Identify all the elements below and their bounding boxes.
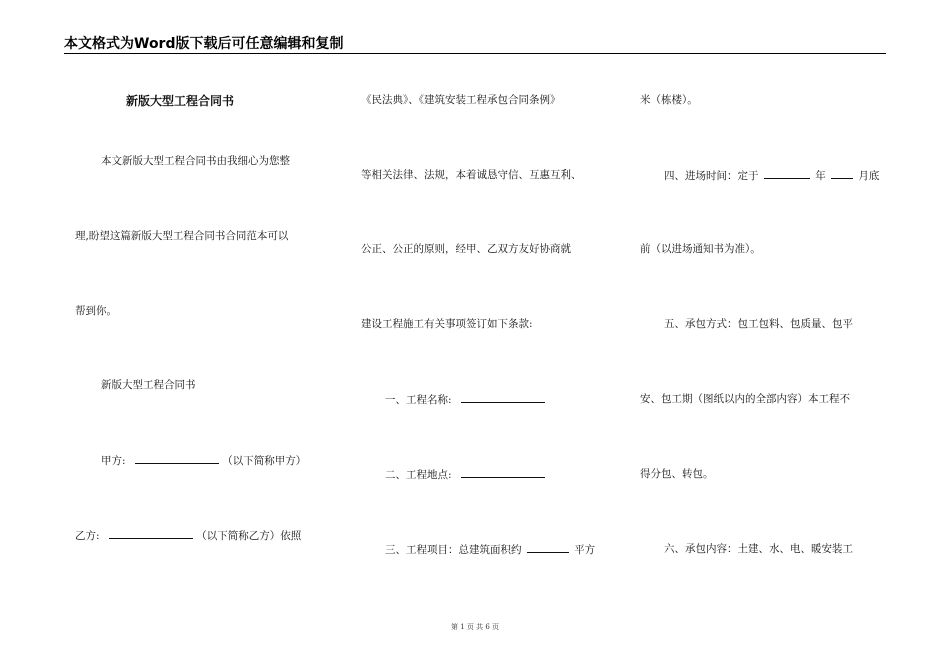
document-title: 新版大型工程合同书 bbox=[126, 94, 235, 108]
intro-line-1: 本文新版大型工程合同书由我细心为您整 bbox=[101, 155, 290, 167]
body-line-4: 建设工程施工有关事项签订如下条款: bbox=[361, 318, 533, 330]
document-header: 本文格式为Word版下载后可任意编辑和复制 bbox=[64, 36, 344, 52]
law-reference-line: 《民法典》、《建筑安装工程承包合同条例》 bbox=[361, 94, 561, 106]
contract-mode-line-2: 安、包工期（图纸以内的全部内容）本工程不 bbox=[640, 393, 850, 405]
party-b-suffix: （以下简称乙方）依照 bbox=[196, 530, 302, 542]
party-a-line bbox=[101, 453, 306, 468]
project-name-blank bbox=[461, 392, 545, 403]
page-number: 第 1 页 共 6 页 bbox=[450, 623, 500, 631]
party-a-label: 甲方: bbox=[101, 455, 126, 467]
contract-mode-line-3: 得分包、转包。 bbox=[640, 468, 714, 480]
contract-subtitle: 新版大型工程合同书 bbox=[101, 379, 196, 391]
project-location-label: 二、工程地点: bbox=[385, 469, 452, 481]
party-b-line bbox=[75, 528, 301, 543]
project-location-blank bbox=[461, 467, 545, 478]
units-line: 米（栋楼）。 bbox=[640, 94, 698, 106]
project-area-blank bbox=[527, 542, 569, 553]
body-line-3: 公正、公正的原则，经甲、乙双方友好协商就 bbox=[361, 243, 571, 255]
entry-time-line-2: 前（以进场通知书为准）。 bbox=[640, 243, 761, 255]
entry-year-label: 年 bbox=[815, 170, 826, 182]
intro-line-2: 理,盼望这篇新版大型工程合同书合同范本可以 bbox=[75, 230, 289, 242]
intro-line-3: 帮到你。 bbox=[75, 305, 117, 317]
party-b-blank bbox=[109, 528, 193, 539]
project-area-line bbox=[385, 542, 595, 557]
project-name-label: 一、工程名称: bbox=[385, 394, 452, 406]
contract-content-line-1: 六、承包内容：土建、水、电、暖安装工 bbox=[664, 543, 853, 555]
party-a-blank bbox=[135, 453, 219, 464]
body-line-2: 等相关法律、法规，本着诚恳守信、互惠互利、 bbox=[361, 169, 582, 181]
entry-time-line bbox=[664, 168, 879, 183]
party-a-suffix: （以下简称甲方） bbox=[222, 455, 307, 467]
project-location-line bbox=[385, 467, 545, 482]
entry-month-label: 月底 bbox=[858, 170, 880, 182]
entry-year-blank bbox=[764, 168, 810, 179]
project-area-label: 三、工程项目：总建筑面积约 bbox=[385, 544, 522, 556]
project-area-suffix: 平方 bbox=[574, 544, 596, 556]
entry-time-prefix: 四、进场时间：定于 bbox=[664, 170, 759, 182]
contract-mode-line-1: 五、承包方式：包工包料、包质量、包平 bbox=[664, 318, 853, 330]
project-name-line bbox=[385, 392, 545, 407]
entry-month-blank bbox=[831, 168, 853, 179]
header-divider bbox=[64, 53, 886, 54]
party-b-label: 乙方: bbox=[75, 530, 100, 542]
